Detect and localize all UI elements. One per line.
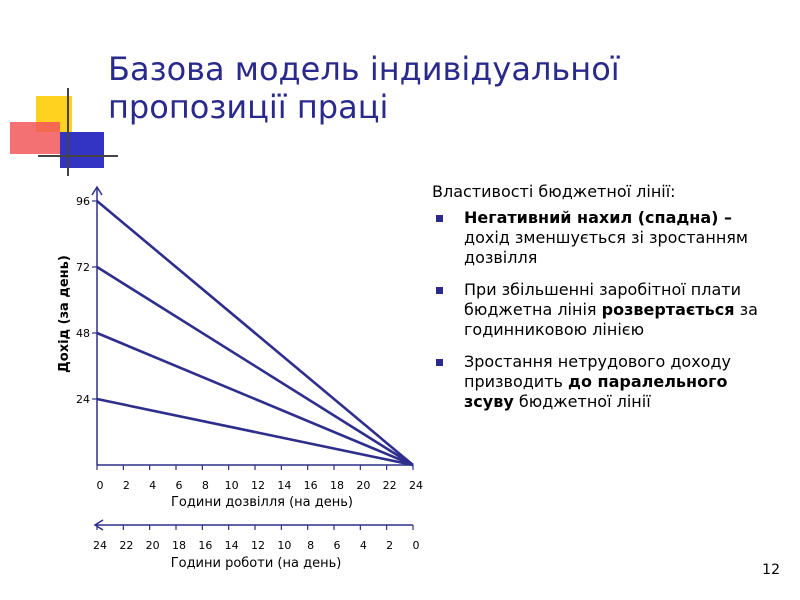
properties-list xyxy=(432,208,782,412)
x-tick-label: 14 xyxy=(277,479,292,492)
deco-blue-square xyxy=(60,132,104,168)
deco-red-square xyxy=(10,122,60,154)
square-bullet-icon xyxy=(436,359,443,366)
bullet-3-text-end: бюджетної лінії xyxy=(513,392,651,411)
decorative-squares xyxy=(0,0,120,180)
bullet-2-bold: розвертається xyxy=(601,300,735,319)
page-number: 12 xyxy=(762,562,780,578)
bullet-2-text-end: за годинниковою лінією xyxy=(464,300,758,339)
budget-line-chart xyxy=(0,180,440,580)
budget-line-3 xyxy=(97,333,413,465)
x2-axis-label: Години роботи (на день) xyxy=(170,556,342,571)
bullet-3-bold: до паралельного зсуву xyxy=(464,372,728,411)
x2-tick-label: 12 xyxy=(251,539,265,552)
x-tick-label: 18 xyxy=(330,479,344,492)
x-tick-label: 2 xyxy=(122,479,130,492)
y-tick-label: 96 xyxy=(76,195,90,208)
x2-tick-label: 2 xyxy=(386,539,394,552)
x2-tick-label: 0 xyxy=(412,539,420,552)
x2-tick-label: 10 xyxy=(277,539,292,552)
bullet-2-text-start: При збільшенні заробітної плати бюджетна лінія xyxy=(464,280,741,319)
x2-tick-label: 20 xyxy=(145,539,160,552)
x2-tick-label: 22 xyxy=(119,539,134,552)
budget-line-4 xyxy=(97,399,413,465)
x-tick-label: 6 xyxy=(175,479,183,492)
y-tick-label: 72 xyxy=(76,261,90,274)
square-bullet-icon xyxy=(436,287,443,294)
x-tick-label: 20 xyxy=(356,479,371,492)
x2-tick-label: 16 xyxy=(198,539,213,552)
y-tick-label: 24 xyxy=(76,393,90,406)
x-tick-label: 22 xyxy=(382,479,397,492)
y-tick-label: 48 xyxy=(76,327,90,340)
budget-line-1 xyxy=(97,201,413,465)
x2-tick-label: 18 xyxy=(172,539,186,552)
slide-title: Базова модель індивідуальної пропозиції праці xyxy=(108,50,620,126)
x2-tick-label: 6 xyxy=(333,539,341,552)
x2-tick-label: 14 xyxy=(224,539,239,552)
square-bullet-icon xyxy=(436,215,443,222)
bullet-3-text-start: Зростання нетрудового доходу призводить xyxy=(464,352,731,391)
x2-tick-label: 24 xyxy=(93,539,107,552)
y-axis-label: Дохід (за день) xyxy=(57,255,72,373)
budget-line-2 xyxy=(97,267,413,465)
x-tick-label: 12 xyxy=(251,479,265,492)
x-tick-label: 16 xyxy=(303,479,318,492)
x-axis-label: Години дозвілля (на день) xyxy=(171,495,353,510)
list-item xyxy=(432,208,782,268)
x-tick-label: 0 xyxy=(96,479,104,492)
properties-heading: Властивості бюджетної лінії: xyxy=(432,182,676,201)
x-tick-label: 24 xyxy=(409,479,423,492)
x2-tick-label: 8 xyxy=(307,539,315,552)
x-tick-label: 10 xyxy=(224,479,239,492)
bullet-1-text: дохід зменшується зі зростанням дозвілля xyxy=(464,228,748,267)
x2-tick-label: 4 xyxy=(359,539,367,552)
x-tick-label: 8 xyxy=(201,479,209,492)
list-item xyxy=(432,352,782,412)
x-tick-label: 4 xyxy=(149,479,157,492)
list-item xyxy=(432,280,782,340)
budget-line-properties xyxy=(432,182,782,424)
bullet-1-bold: Негативний нахил (спадна) – xyxy=(464,208,733,227)
